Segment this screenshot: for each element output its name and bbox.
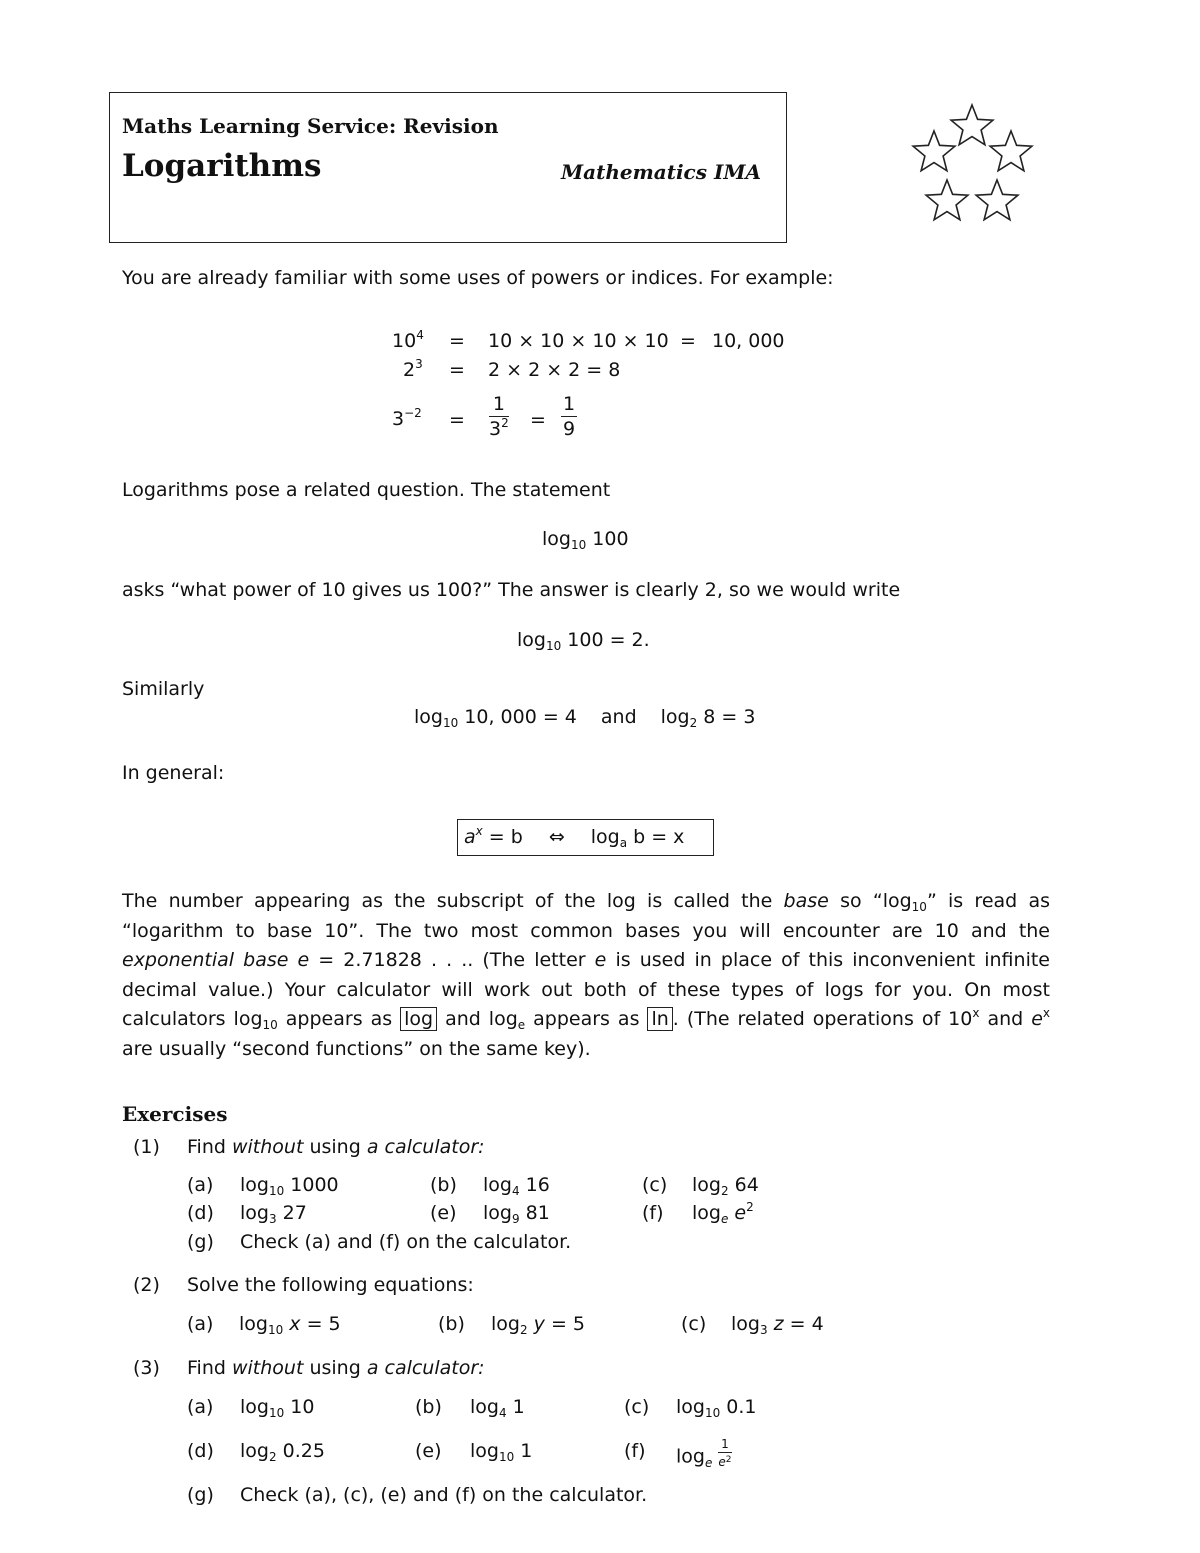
header-subtitle: Maths Learning Service: Revision — [122, 114, 499, 138]
similarly-text: Similarly — [122, 678, 205, 700]
q1-d-label: (d) — [187, 1202, 214, 1224]
q3-b-label: (b) — [415, 1396, 442, 1418]
power-row-1-rhs: 10 × 10 × 10 × 10 — [488, 330, 669, 352]
log-answer: $\log_{10} 100 = 2$. — [517, 629, 650, 653]
q2-b: $\log_2 y = 5$ — [491, 1313, 585, 1337]
q3-b: $\log_4 1$ — [470, 1396, 525, 1420]
q1-e-label: (e) — [430, 1202, 457, 1224]
similar-equations: $\log_{10} 10$, 000 = 4 and $\log_2 8 = 3$ — [414, 706, 756, 730]
q1-b: $\log_4 16$ — [483, 1174, 550, 1198]
q1-a-label: (a) — [187, 1174, 214, 1196]
q1-f-label: (f) — [642, 1202, 664, 1224]
q3-g-label: (g) — [187, 1484, 214, 1506]
power-row-3-lhs: $3^{-2}$ — [392, 406, 422, 430]
q3-d: $\log_2 0.25$ — [240, 1440, 325, 1464]
q1-e: $\log_9 81$ — [483, 1202, 550, 1226]
q3-f: $\log_e$ $\frac{1}{e^2}$ — [676, 1437, 732, 1470]
q3-f-label: (f) — [624, 1440, 646, 1462]
equals-sign: = — [449, 409, 465, 431]
q2-a: $\log_{10} x = 5$ — [239, 1313, 341, 1337]
power-row-2-lhs: $2^3$ — [403, 357, 423, 381]
general-rule: $a^x = b$ ⇔ $\log_a b = x$ — [464, 824, 685, 850]
q2-c: $\log_3 z = 4$ — [731, 1313, 824, 1337]
question-3-text: Find without using a calculator: — [187, 1357, 485, 1379]
equals-sign: = — [680, 330, 696, 352]
question-3-number: (3) — [133, 1357, 160, 1379]
q3-a-label: (a) — [187, 1396, 214, 1418]
logs-intro-text: Logarithms pose a related question. The statement — [122, 479, 611, 501]
q1-a: $\log_{10} 1000$ — [240, 1174, 339, 1198]
q3-e: $\log_{10} 1$ — [470, 1440, 533, 1464]
course-name: Mathematics IMA — [561, 160, 761, 184]
q1-d: $\log_3 27$ — [240, 1202, 307, 1226]
power-row-2-rhs: 2 × 2 × 2 = 8 — [488, 359, 621, 381]
q3-c: $\log_{10} 0.1$ — [676, 1396, 757, 1420]
fraction-one-over-three-squared: $\frac{1}{3^2}$ — [489, 393, 509, 440]
power-row-1-lhs: $10^4$ — [392, 328, 424, 352]
log-key: log — [400, 1007, 437, 1031]
q1-g: Check (a) and (f) on the calculator. — [240, 1231, 572, 1253]
equals-sign: = — [530, 409, 546, 431]
equals-sign: = — [449, 359, 465, 381]
q3-e-label: (e) — [415, 1440, 442, 1462]
stars-logo-icon — [905, 100, 1040, 228]
q3-d-label: (d) — [187, 1440, 214, 1462]
fraction-one-ninth: $\frac{1}{9}$ — [563, 393, 576, 440]
q1-f: $\log_e e^2$ — [692, 1200, 754, 1226]
q2-c-label: (c) — [681, 1313, 707, 1335]
q1-b-label: (b) — [430, 1174, 457, 1196]
exercises-heading: Exercises — [122, 1102, 228, 1126]
ln-key: ln — [647, 1007, 672, 1031]
question-2-number: (2) — [133, 1274, 160, 1296]
question-2-text: Solve the following equations: — [187, 1274, 474, 1296]
base-explanation-paragraph: The number appearing as the subscript of the log is called the base so “$\log_{10}$” is read as “logarithm to base 10”. The two most common bases you will encounter are 10 and the exponential base e = 2.71828 . . .. (The letter e is used in place of this inconvenient infinite decimal value.) Your calculator will work out both of these types of logs for you. On most calculators $\log_{10}$ appears as log and $\log_e$ appears as ln . (The related operations of 10$^x$ and $e^x$ are usually “second functions” on the same key). — [122, 890, 1051, 1060]
question-1-number: (1) — [133, 1136, 160, 1158]
asks-text: asks “what power of 10 gives us 100?” The answer is clearly 2, so we would write — [122, 579, 901, 601]
in-general-text: In general: — [122, 762, 225, 784]
log-statement: $\log_{10} 100$ — [542, 528, 629, 552]
equals-sign: = — [449, 330, 465, 352]
q1-c-label: (c) — [642, 1174, 668, 1196]
q2-b-label: (b) — [438, 1313, 465, 1335]
intro-text: You are already familiar with some uses of powers or indices. For example: — [122, 267, 834, 289]
q1-g-label: (g) — [187, 1231, 214, 1253]
question-1-text: Find without using a calculator: — [187, 1136, 485, 1158]
q3-c-label: (c) — [624, 1396, 650, 1418]
q3-g: Check (a), (c), (e) and (f) on the calculator. — [240, 1484, 648, 1506]
page-title: Logarithms — [122, 148, 322, 184]
power-row-1-value: 10, 000 — [712, 330, 785, 352]
q1-c: $\log_2 64$ — [692, 1174, 759, 1198]
q2-a-label: (a) — [187, 1313, 214, 1335]
q3-a: $\log_{10} 10$ — [240, 1396, 315, 1420]
